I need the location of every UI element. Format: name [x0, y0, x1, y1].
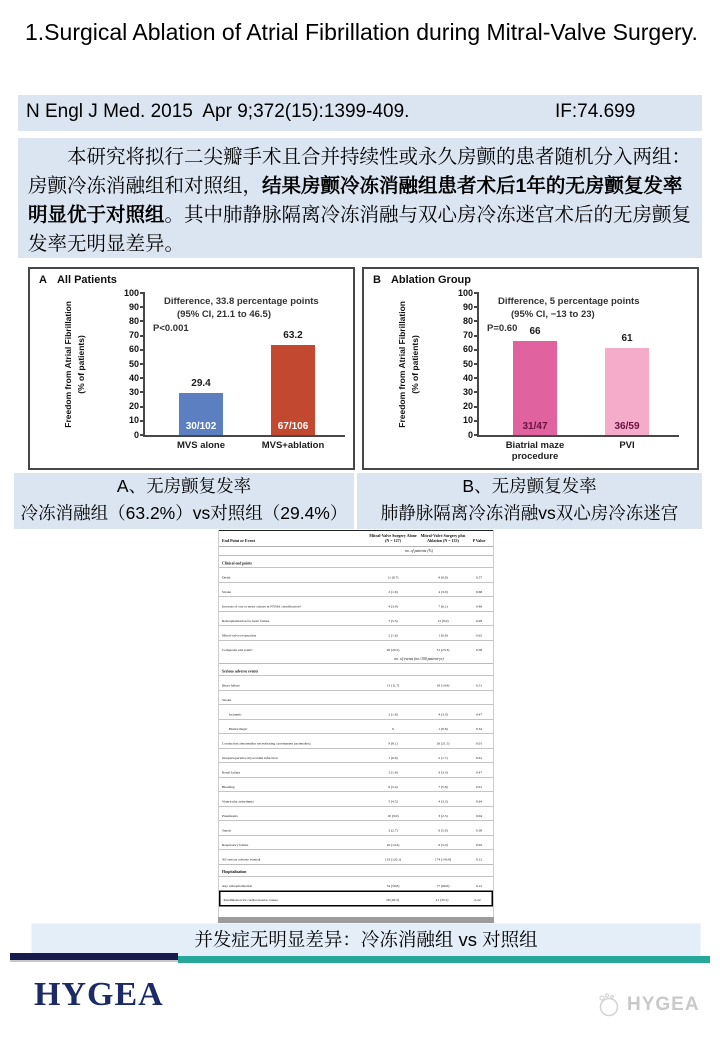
y-tick-label: 40: [128, 372, 139, 383]
table-row: [219, 835, 493, 850]
bar-value-label: 61: [621, 333, 633, 345]
citation-bar: [18, 95, 702, 131]
table-cell-label: Mitral-valve reoperation: [222, 633, 257, 638]
y-tick-mark: [140, 335, 145, 337]
table-row: [219, 596, 493, 611]
y-tick-label: 0: [467, 429, 473, 440]
study-summary: [18, 138, 702, 258]
y-tick-label: 70: [462, 330, 473, 341]
y-axis-label: Freedom from Atrial Fibrillation (% of patients): [397, 300, 420, 428]
y-tick-label: 60: [128, 344, 139, 355]
table-section-row: Hospitalization: [219, 864, 493, 876]
annotation-a: Difference, 33.8 percentage points (95% CI, 21.1 to 46.5) P<0.001: [153, 296, 319, 334]
table-row: [219, 777, 493, 792]
plot-area-b: [457, 287, 679, 463]
table-cell-value: 0.12: [475, 857, 483, 862]
table-cell-value: 11 (8.7): [387, 575, 399, 580]
table-cell-label: Ischemic: [229, 712, 242, 717]
table-cell-value: 2 (1.8): [388, 770, 398, 775]
table-cell-value: 9 (6.8): [438, 575, 448, 580]
annotation-b: Difference, 5 percentage points (95% CI, −13 to 23) P=0.60: [487, 296, 640, 334]
panel-a-letter: A: [39, 274, 47, 286]
bar-value-label: 63.2: [283, 330, 303, 342]
y-tick-mark: [474, 349, 479, 351]
table-header-cell: Mitral-Valve Surgery Alone (N = 127): [369, 533, 417, 544]
caption-a-line1: A、无房颤复发率: [116, 476, 252, 496]
table-cell-label: All serious adverse events§: [222, 857, 261, 862]
caption-b-line2: 肺静脉隔离冷冻消融vs双心房冷冻迷宫: [380, 503, 679, 523]
y-tick-mark: [474, 363, 479, 365]
y-tick-mark: [474, 306, 479, 308]
table-cell-value: 174 (143.8): [434, 857, 452, 862]
table-cell-value: 10 (9.0): [387, 813, 399, 818]
table-cell-value: 0.01: [475, 741, 483, 746]
table-cell-value: 7 (5.8): [438, 784, 448, 789]
table-cell-value: 4 (3.3): [438, 712, 448, 717]
panel-b-letter: B: [373, 274, 381, 286]
y-tick-label: 30: [128, 386, 139, 397]
table-row: [219, 791, 493, 806]
outcomes-table-inner: [219, 530, 493, 906]
x-category-label: PVI: [619, 440, 635, 451]
y-tick-label: 60: [462, 344, 473, 355]
table-cell-value: 6 (5.0): [438, 828, 448, 833]
table-header-cell: P Value: [472, 538, 486, 544]
y-tick-label: 100: [123, 287, 139, 298]
table-cell-label: Stroke: [222, 697, 232, 702]
table-row: [219, 762, 493, 777]
table-cell-value: 0.12: [475, 883, 483, 888]
watermark: [596, 992, 700, 1018]
conclusion-banner: 并发症无明显差异：冷冻消融组 vs 对照组: [32, 924, 700, 956]
y-tick-mark: [140, 306, 145, 308]
y-tick-label: 20: [462, 401, 473, 412]
table-cell-value: 18 (14.9): [436, 683, 450, 688]
y-tick-mark: [140, 420, 145, 422]
table-cell-label: Readmission for cardiovascular causes: [223, 897, 278, 902]
table-cell-value: 0.04: [475, 813, 483, 818]
table-cell-value: 26 (20.5): [386, 647, 400, 652]
table-cell-value: 2 (1.6): [388, 633, 398, 638]
table-cell-label: Heart failure: [222, 683, 240, 688]
table-cell-value: 0.51: [475, 683, 483, 688]
summary-text-bold: 结果房颤冷冻消融组患者术后1年的无房颤复发率明显优于对照组: [28, 175, 683, 226]
table-cell-value: 31 (23.3): [436, 647, 450, 652]
figure-caption-b: [357, 473, 702, 529]
table-cell-value: 3 (2.7): [388, 828, 398, 833]
y-tick-label: 0: [133, 429, 139, 440]
y-tick-label: 50: [462, 358, 473, 369]
table-row: [219, 806, 493, 821]
table-row: [219, 719, 493, 734]
table-cell-value: 7 (6.1): [438, 604, 448, 609]
y-tick-label: 50: [128, 358, 139, 369]
divider-gray: [10, 960, 178, 962]
bar-pvi: [605, 348, 649, 435]
y-tick-mark: [140, 363, 145, 365]
table-row: [219, 640, 493, 655]
table-cell-value: 13 (11.7): [386, 683, 400, 688]
summary-text-pre: 本研究将拟行二尖瓣手术且合并持续性或永久房颤的患者随机分入两组：房颤冷冻消融组和对照组，: [28, 146, 692, 197]
table-cell-label: Renal failure: [222, 770, 241, 775]
bar-fraction-label: 30/102: [185, 421, 217, 432]
table-cell-label: Ventricular arrhythmia: [222, 799, 254, 804]
caption-b-line1: B、无房颤复发率: [462, 476, 597, 496]
table-row: [219, 704, 493, 719]
table-section-row: Clinical end points: [219, 555, 493, 567]
y-axis-label: Freedom from Atrial Fibrillation (% of patients): [63, 300, 86, 428]
table-cell-value: 1 (0.9): [388, 755, 398, 760]
table-cell-label: Bleeding: [222, 784, 235, 789]
table-row: [219, 625, 493, 640]
table-cell-value: 16 (14.4): [386, 842, 400, 847]
divider-navy: [10, 953, 178, 960]
bar-mvs-alone: [179, 393, 223, 435]
table-cell-value: 0: [392, 726, 394, 731]
y-tick-mark: [140, 391, 145, 393]
y-tick-label: 90: [128, 301, 139, 312]
table-cell-value: 2 (1.6): [388, 589, 398, 594]
table-row: [219, 820, 493, 835]
table-cell-value: 0.22: [474, 897, 481, 902]
table-cell-value: 0.28: [475, 618, 483, 623]
table-cell-label: Pneumonia: [222, 813, 238, 818]
table-cell-value: 0.47: [475, 770, 483, 775]
table-row: [219, 611, 493, 626]
table-cell-value: 0.02: [475, 842, 483, 847]
y-tick-label: 70: [128, 330, 139, 341]
y-tick-mark: [140, 434, 145, 436]
table-cell-value: 0.64: [475, 799, 483, 804]
table-row: [219, 733, 493, 748]
chart-panel-b: [362, 267, 699, 470]
table-cell-value: 0.57: [475, 575, 483, 580]
table-cell-label: Nonperioperative myocardial infarction: [222, 755, 278, 760]
table-cell-label: Sepsis: [222, 828, 231, 833]
table-cell-label: Respiratory failure: [222, 842, 249, 847]
table-cell-label: Stroke: [222, 589, 232, 594]
y-tick-mark: [474, 335, 479, 337]
table-cell-value: 4 (3.3): [438, 770, 448, 775]
table-cell-value: 0.91: [475, 784, 483, 789]
table-cell-value: 41 (35.5): [435, 897, 449, 902]
table-row: [219, 876, 493, 891]
table-cell-value: 26 (21.5): [436, 741, 450, 746]
y-tick-mark: [140, 349, 145, 351]
table-cell-value: 1 (0.8): [438, 633, 448, 638]
x-category-label: Biatrial maze procedure: [505, 440, 565, 463]
y-tick-mark: [474, 391, 479, 393]
table-bottom-bar: [218, 917, 494, 923]
table-cell-value: 2 (1.7): [438, 755, 448, 760]
chart-panel-a: [28, 267, 355, 470]
bar-mvs-ablation: [271, 345, 315, 435]
y-tick-mark: [140, 406, 145, 408]
table-cell-label: Composite end point†: [222, 647, 253, 652]
page-title: 1.Surgical Ablation of Atrial Fibrillation during Mitral-Valve Surgery.: [25, 19, 698, 45]
table-cell-value: 2 (1.8): [388, 712, 398, 717]
table-unit-row: no. of events (no./100 patient-yr): [394, 656, 444, 661]
table-header-cell: Mitral-Valve Surgery plus Ablation (N = 133): [420, 533, 466, 544]
table-cell-value: 0.38: [475, 828, 483, 833]
table-row: [219, 567, 493, 582]
table-cell-value: 6 (5.0): [438, 842, 448, 847]
table-cell-value: 0.47: [475, 712, 483, 717]
y-tick-mark: [474, 406, 479, 408]
table-row-highlighted: [219, 890, 493, 906]
y-tick-mark: [474, 320, 479, 322]
table-row: [219, 748, 493, 763]
table-unit-row: no. of patients (%): [405, 548, 433, 553]
table-header-row: [219, 530, 493, 546]
y-tick-label: 10: [128, 415, 139, 426]
table-cell-label: Hemorrhagic: [229, 726, 248, 731]
bar-biatrial-maze-procedure: [513, 341, 557, 435]
bar-fraction-label: 31/47: [522, 421, 548, 432]
y-tick-label: 10: [462, 415, 473, 426]
y-tick-label: 80: [462, 315, 473, 326]
outcomes-table: [218, 530, 494, 918]
table-row: [219, 849, 493, 864]
table-cell-value: 0.46: [475, 604, 483, 609]
table-cell-value: 54 (50.8): [386, 883, 400, 888]
bar-fraction-label: 36/59: [614, 421, 640, 432]
divider-teal: [178, 956, 710, 963]
y-tick-label: 90: [462, 301, 473, 312]
table-cell-label: Rehospitalization for heart failure: [222, 618, 270, 623]
x-category-label: MVS alone: [176, 440, 226, 451]
table-cell-label: Death: [222, 575, 231, 580]
table-cell-value: 1 (0.8): [438, 726, 448, 731]
table-cell-label: Any rehospitalization: [222, 883, 253, 888]
y-tick-mark: [474, 420, 479, 422]
table-cell-value: 9 (8.1): [388, 741, 398, 746]
y-tick-label: 80: [128, 315, 139, 326]
watermark-logo-icon: [596, 992, 622, 1018]
table-cell-value: 133 (120.1): [384, 857, 402, 862]
impact-factor: IF:74.699: [555, 101, 636, 122]
table-cell-label: Conduction abnormality necessitating a permanent pacemaker‡: [222, 741, 311, 746]
table-row: [219, 675, 493, 690]
citation-text: N Engl J Med. 2015 Apr 9;372(15):1399-409.: [26, 101, 410, 122]
table-cell-value: 4 (3.0): [438, 589, 448, 594]
y-tick-mark: [474, 292, 479, 294]
panel-a-title: A All Patients: [39, 274, 117, 286]
table-cell-value: 28 (26.3): [386, 897, 399, 902]
table-row: [219, 690, 493, 705]
x-category-label: MVS+ablation: [261, 440, 325, 451]
table-cell-value: 0.68: [475, 589, 483, 594]
table-header-cell: End Point or Event: [222, 538, 255, 544]
y-tick-label: 40: [462, 372, 473, 383]
hygea-logo: HYGEA: [34, 976, 164, 1013]
table-cell-value: 7 (5.5): [388, 618, 398, 623]
table-cell-value: 4 (3.9): [388, 604, 398, 609]
table-cell-value: 5 (4.5): [388, 799, 398, 804]
y-tick-mark: [474, 434, 479, 436]
y-tick-label: 30: [462, 386, 473, 397]
panel-b-title: B Ablation Group: [373, 274, 471, 286]
table-section-row: Serious adverse events: [219, 663, 493, 675]
y-tick-mark: [474, 377, 479, 379]
table-cell-value: 3 (2.5): [438, 813, 448, 818]
table-cell-label: Increase of one or more classes in NYHA classification*: [222, 604, 302, 609]
table-cell-value: 0.58: [475, 647, 483, 652]
table-cell-value: 12 (9.0): [437, 618, 449, 623]
table-cell-value: 77 (66.6): [436, 883, 450, 888]
table-cell-value: 0.32: [475, 726, 483, 731]
summary-text-post: 。其中肺静脉隔离冷冻消融与双心房冷冻迷宫术后的无房颤复发率无明显差异。: [28, 204, 692, 255]
bar-value-label: 66: [529, 326, 541, 338]
y-tick-mark: [140, 320, 145, 322]
y-tick-mark: [140, 377, 145, 379]
figure-caption-a: [14, 473, 354, 529]
bar-fraction-label: 67/106: [277, 421, 309, 432]
y-tick-label: 100: [457, 287, 473, 298]
watermark-text: HYGEA: [627, 994, 700, 1015]
table-cell-value: 0.61: [475, 755, 483, 760]
table-cell-value: 0.62: [475, 633, 483, 638]
bar-value-label: 29.4: [191, 378, 211, 390]
plot-area-a: [123, 287, 345, 451]
y-tick-label: 20: [128, 401, 139, 412]
table-cell-value: 6 (5.4): [388, 784, 398, 789]
table-cell-value: 4 (3.3): [438, 799, 448, 804]
y-tick-mark: [140, 292, 145, 294]
caption-a-line2: 冷冻消融组（63.2%）vs对照组（29.4%）: [20, 503, 348, 523]
table-row: [219, 582, 493, 597]
